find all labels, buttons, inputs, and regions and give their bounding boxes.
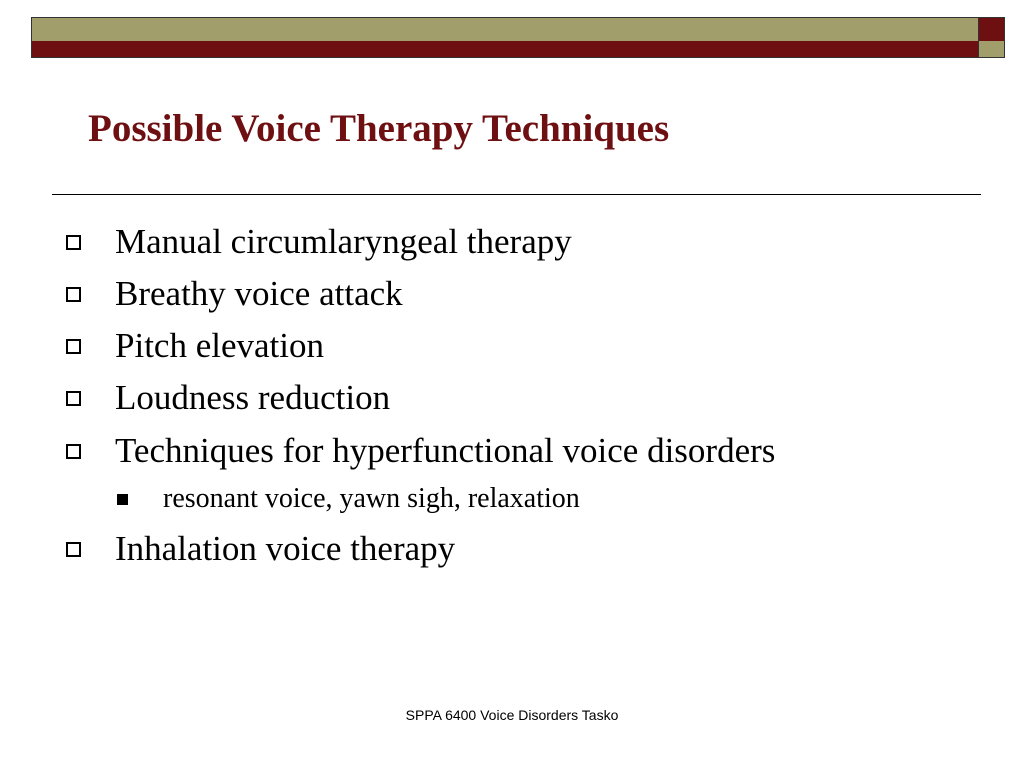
filled-square-bullet-icon (117, 494, 128, 505)
bullet-text: Loudness reduction (115, 378, 391, 417)
bullet-text: Inhalation voice therapy (115, 529, 456, 568)
hollow-square-bullet-icon (66, 235, 81, 250)
sub-bullet-text: resonant voice, yawn sigh, relaxation (163, 483, 580, 514)
header-bar-olive (31, 17, 979, 42)
slide-footer: SPPA 6400 Voice Disorders Tasko (405, 707, 619, 723)
hollow-square-bullet-icon (66, 287, 81, 302)
header-bar-maroon (31, 41, 979, 58)
header-corner-maroon-square (978, 17, 1005, 42)
hollow-square-bullet-icon (66, 339, 81, 354)
bullet-text: Manual circumlaryngeal therapy (115, 222, 572, 261)
bullet-text: Techniques for hyperfunctional voice disorders (115, 431, 776, 470)
hollow-square-bullet-icon (66, 542, 81, 557)
hollow-square-bullet-icon (66, 391, 81, 406)
bullet-text: Breathy voice attack (115, 274, 403, 313)
slide-title: Possible Voice Therapy Techniques (88, 107, 670, 150)
bullet-text: Pitch elevation (115, 326, 324, 365)
hollow-square-bullet-icon (66, 444, 81, 459)
title-divider (52, 194, 981, 195)
header-corner-olive-square (978, 41, 1005, 58)
